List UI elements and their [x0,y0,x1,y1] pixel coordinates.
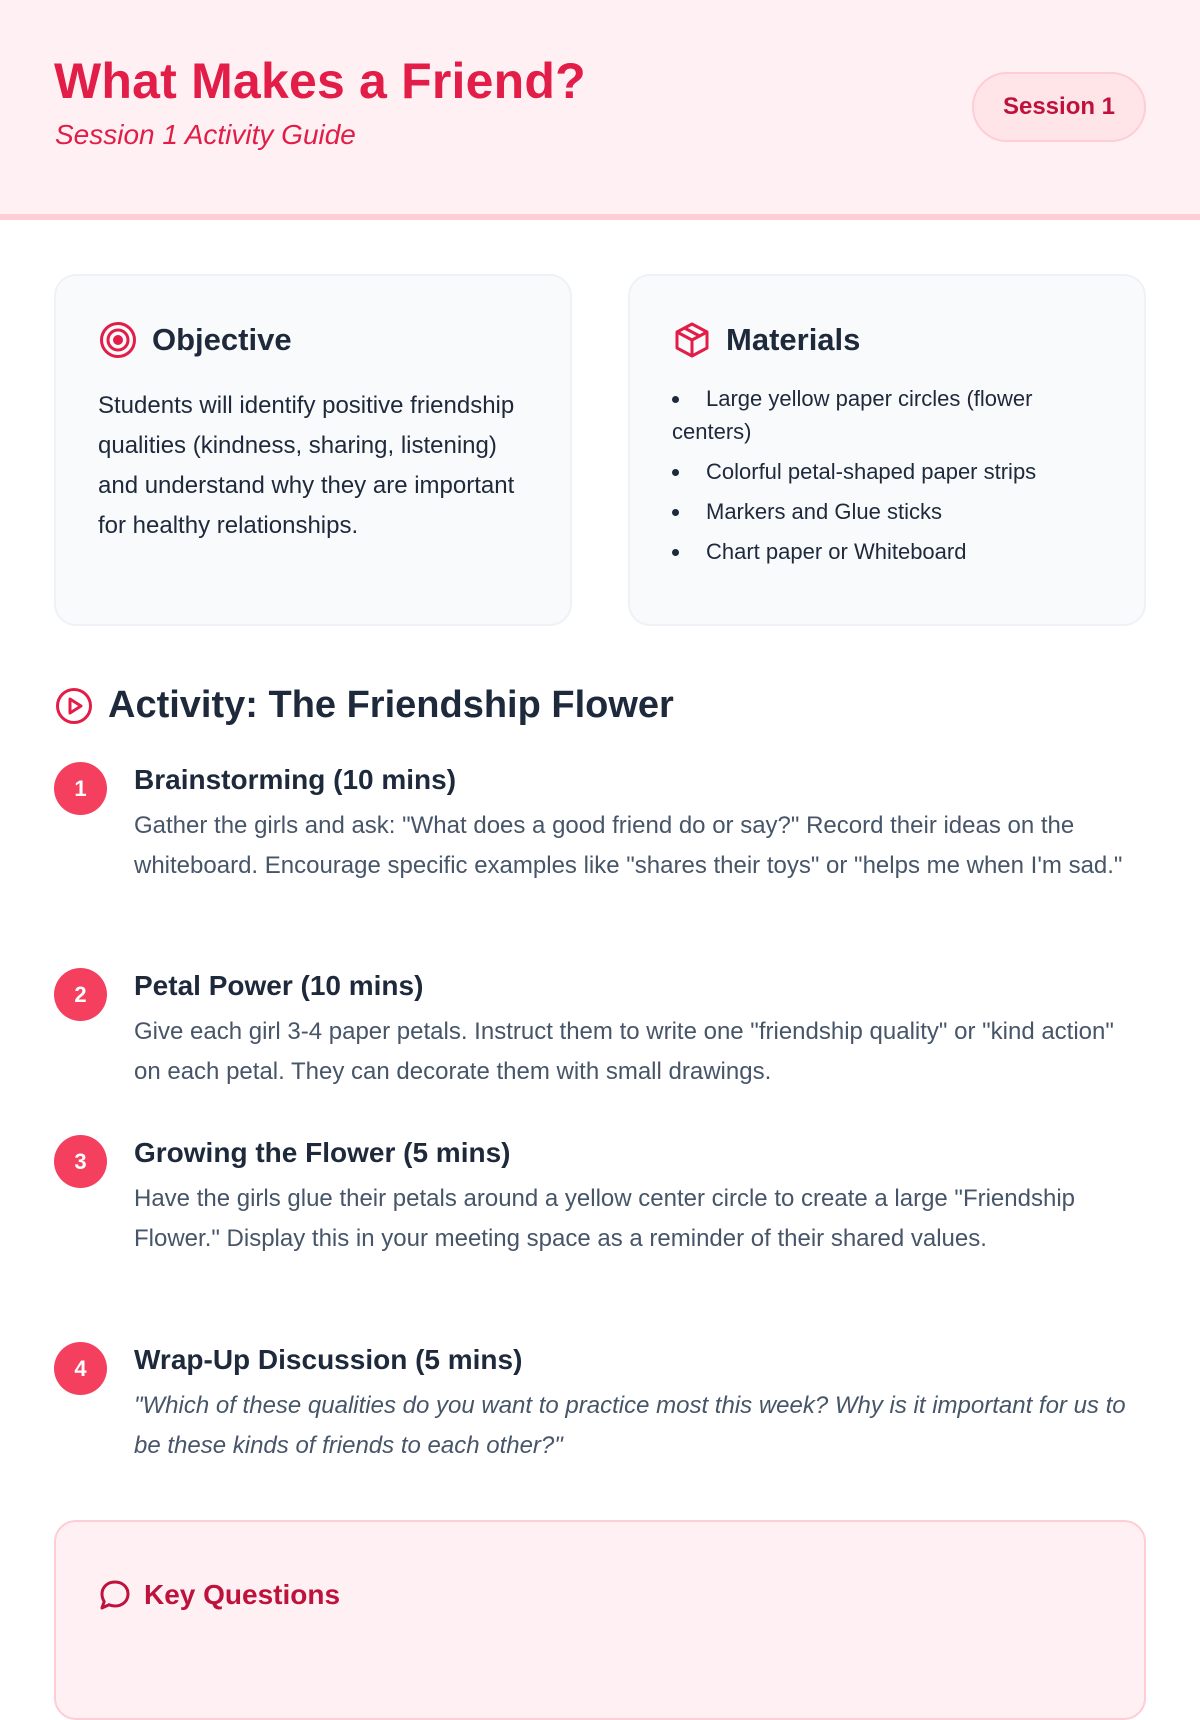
page-subtitle: Session 1 Activity Guide [55,119,356,150]
step-number: 2 [54,968,107,1021]
play-circle-icon [54,686,94,726]
list-item: Colorful petal-shaped paper strips [672,455,1112,488]
bullet [672,549,679,556]
step-title: Petal Power (10 mins) [134,970,424,1001]
key-questions-title: Key Questions [144,1579,341,1610]
activity-title: Activity: The Friendship Flower [108,684,674,726]
step-number: 3 [54,1135,107,1188]
step-title: Growing the Flower (5 mins) [134,1137,511,1168]
page-title: What Makes a Friend? [54,53,586,109]
page-header [0,0,1200,220]
materials-header [672,320,860,360]
step-description: Have the girls glue their petals around a yellow center circle to create a large "Friendship Flower." Display this in your meeting space as a reminder of their shared values. [134,1185,1076,1252]
list-item: Markers and Glue sticks [672,495,1112,528]
key-questions-header [98,1578,340,1612]
objective-text: Students will identify positive friendship qualities (kindness, sharing, listening) and understand why they are important for healthy relationships. [98,392,515,539]
chat-bubble-icon [98,1578,132,1612]
objective-card [54,274,572,626]
box-icon [672,320,712,360]
list-item: Large yellow paper circles (flower centers) [672,386,1033,444]
bullet [672,396,679,403]
bullet [672,469,679,476]
objective-title: Objective [152,322,292,357]
step-title: Brainstorming (10 mins) [134,764,457,795]
step-description: "Which of these qualities do you want to practice most this week? Why is it important for us to be these kinds of friends to each other?" [134,1392,1126,1459]
step-number: 4 [54,1342,107,1395]
bullet [672,509,679,516]
list-item: Chart paper or Whiteboard [672,535,1112,568]
materials-card [628,274,1146,626]
step-description: Give each girl 3-4 paper petals. Instruct them to write one "friendship quality" or "kind action" on each petal. They can decorate them with small drawings. [134,1018,1114,1085]
session-badge: Session 1 [972,72,1146,142]
key-questions-card [54,1520,1146,1720]
target-icon [98,320,138,360]
step-description: Gather the girls and ask: "What does a good friend do or say?" Record their ideas on the whiteboard. Encourage specific examples like "shares their toys" or "helps me when I'm sad." [134,812,1123,879]
step-title: Wrap-Up Discussion (5 mins) [134,1344,523,1375]
activity-header [54,684,674,727]
materials-title: Materials [726,322,861,357]
materials-list [672,382,1112,575]
step-number: 1 [54,762,107,815]
objective-header [98,320,292,360]
